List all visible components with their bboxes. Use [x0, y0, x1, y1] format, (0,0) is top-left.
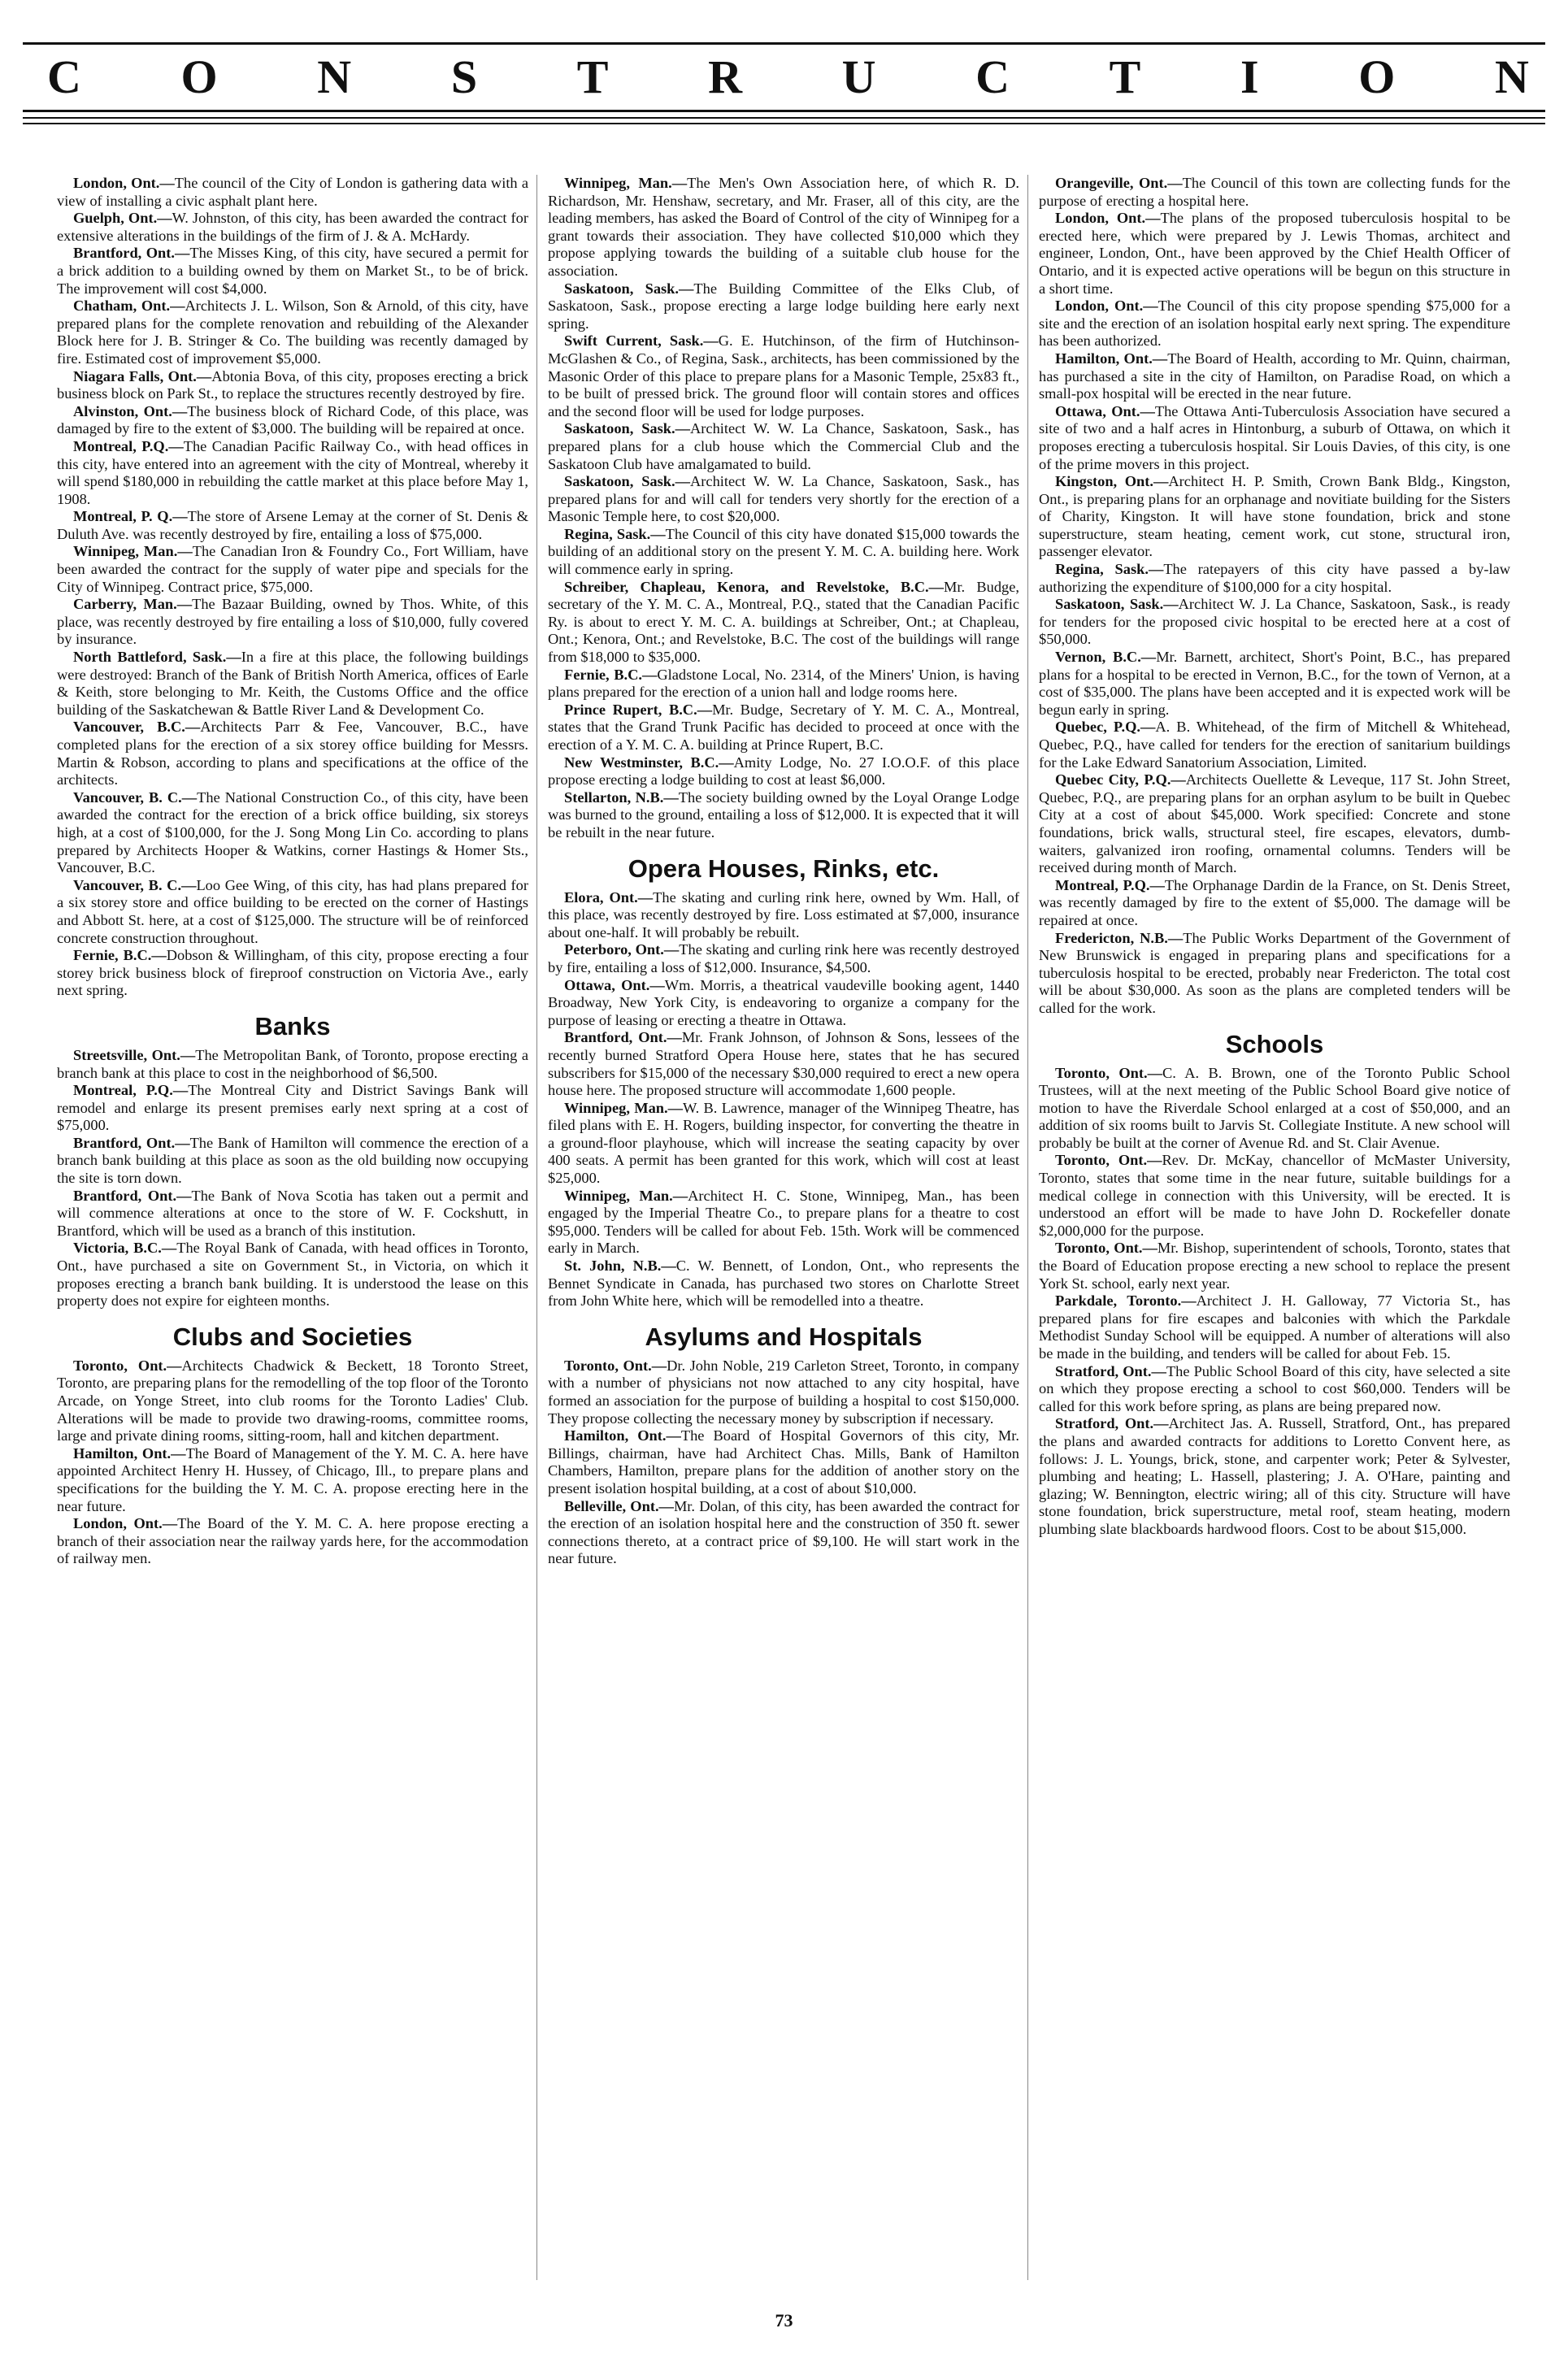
- news-item-text: The Public Works Department of the Government of New Brunswick is engaged in preparing plans and specifications for a tuberculosis hospital to be erected, probably near Fredericton. The total cost will be about $30,000. As soon as the plans are completed tenders will be called for the work.: [1039, 929, 1511, 1016]
- dash-separator: —: [177, 543, 193, 560]
- news-item-text: Rev. Dr. McKay, chancellor of McMaster University, Toronto, states that some time in the near future, suitable buildings for a medical college in connection with this University, will be erected. It is understood an effort will be made to have John D. Rockefeller donate $2,000,000 for the purpose.: [1039, 1152, 1511, 1239]
- news-item: [548, 789, 1019, 842]
- news-item-text: The skating and curling rink here, owned by Wm. Hall, of this place, was recently destroyed by fire. Loss estimated at $7,000, insurance about one-half. It will probably be rebuilt.: [548, 888, 1019, 940]
- news-item-text: The Bazaar Building, owned by Thos. White, of this place, was recently destroyed by fire entailing a loss of $10,000, fully covered by insurance.: [57, 596, 529, 648]
- news-item-place: Parkdale, Toronto.: [1055, 1292, 1182, 1310]
- news-item-text: C. W. Bennett, of London, Ont., who represents the Bennet Syndicate in Canada, has purchased two stores on Charlotte Street from John White here, which will be remodelled into a theatre.: [548, 1258, 1019, 1310]
- news-item-text: Dr. John Noble, 219 Carleton Street, Toronto, in company with a number of physicians not now attached to any city hospital, have formed an association for the purpose of building a hospital to cost $150,000. They propose collecting the necessary money by subscription if necessary.: [548, 1357, 1020, 1427]
- dash-separator: —: [697, 701, 713, 718]
- news-item-place: Ottawa, Ont.: [1055, 402, 1140, 419]
- dash-separator: —: [181, 876, 197, 893]
- news-item-text: The ratepayers of this city have passed a by-law authorizing the expenditure of $100,000 for a city hospital.: [1039, 561, 1510, 595]
- dash-separator: —: [1140, 402, 1155, 419]
- dash-separator: —: [1140, 649, 1157, 666]
- news-item-place: Vancouver, B. C.: [73, 788, 182, 806]
- news-item-place: Fernie, B.C.: [73, 947, 152, 964]
- news-item-text: The Bank of Hamilton will commence the erection of a branch bank building at this place as soon as the old building now occupying the site is torn down.: [57, 1134, 528, 1187]
- news-item: [548, 526, 1019, 579]
- news-item-place: Vancouver, B. C.: [73, 876, 182, 893]
- news-item-place: Montreal, P.Q.: [73, 437, 169, 454]
- section-heading: Banks: [254, 1011, 331, 1040]
- news-item-place: Hamilton, Ont.: [73, 1444, 172, 1462]
- news-item: [548, 420, 1019, 473]
- news-item-text: The Public School Board of this city, have selected a site on which they propose erecting a school to cost $60,000. Tenders will be called for this work before spring, as plans are being prepared now.: [1039, 1362, 1510, 1414]
- dash-separator: —: [175, 1134, 190, 1151]
- section-heading: Opera Houses, Rinks, etc.: [628, 854, 940, 883]
- dash-separator: —: [226, 649, 241, 666]
- news-item: [1039, 1363, 1510, 1416]
- news-item-place: Orangeville, Ont.: [1055, 175, 1168, 191]
- dash-separator: —: [1142, 1240, 1158, 1257]
- news-item-text: The Montreal City and District Savings Bank will remodel and enlarge its present premises early next spring at a cost of $75,000.: [57, 1082, 528, 1134]
- news-item-text: The Orphanage Dardin de la France, on St. Denis Street, was recently damaged by fire to the extent of $5,000. The damage will be repaired at once.: [1039, 876, 1511, 928]
- news-item-text: The Board of the Y. M. C. A. here propose erecting a branch of their association near the railway yards here, for the accommodation of railway men.: [57, 1515, 529, 1567]
- section-heading: Clubs and Societies: [172, 1322, 413, 1351]
- news-item-place: Niagara Falls, Ont.: [73, 367, 197, 384]
- section-heading: Asylums and Hospitals: [645, 1322, 923, 1351]
- dash-separator: —: [167, 1357, 182, 1374]
- news-item: [57, 245, 528, 298]
- news-item-place: Winnipeg, Man.: [564, 1187, 673, 1204]
- news-item-text: In a fire at this place, the following buildings were destroyed: Branch of the Bank of British North America, offices of Earle & Keith, store belonging to Mr. Keith, the Customs Office and the office building of the Saskatchewan & Battle River Land & Development Co.: [57, 649, 528, 718]
- news-item: [57, 438, 528, 508]
- news-item-text: The Canadian Pacific Railway Co., with head offices in this city, have entered into an agreement with the city of Montreal, whereby it will spend $180,000 in rebuilding the cattle market at this place before May 1, 1908.: [57, 437, 528, 507]
- dash-separator: —: [157, 210, 172, 227]
- news-item-place: Guelph, Ont.: [73, 210, 158, 227]
- news-item-text: The Building Committee of the Elks Club, of Saskatoon, Sask., propose erecting a large lodge building here early next spring.: [548, 280, 1019, 332]
- news-item-place: Vernon, B.C.: [1055, 649, 1141, 666]
- dash-separator: —: [176, 1187, 192, 1204]
- dash-separator: —: [667, 1029, 682, 1046]
- news-item-text: The Canadian Iron & Foundry Co., Fort William, have been awarded the contract for the supply of water pipe and specials for the City of Winnipeg. Contract price, $75,000.: [57, 543, 528, 595]
- column-right: [1039, 175, 1510, 1539]
- news-item-place: Quebec City, P.Q.: [1055, 771, 1171, 788]
- dash-separator: —: [1147, 1064, 1162, 1081]
- news-item: [1039, 175, 1510, 210]
- news-item-place: Brantford, Ont.: [73, 1187, 177, 1204]
- news-item: [57, 1240, 528, 1310]
- news-item-place: Toronto, Ont.: [1055, 1064, 1148, 1081]
- news-item-text: The plans of the proposed tuberculosis hospital to be erected here, which were prepared by J. Lewis Thomas, architect and engineer, London, Ont., have been approved by the Chief Health Officer of Ontario, and it is expected active operations will be begun on this structure in a short time.: [1039, 210, 1511, 297]
- dash-separator: —: [703, 332, 719, 350]
- news-item: [57, 596, 528, 649]
- column-middle: [548, 175, 1019, 1568]
- dash-separator: —: [663, 788, 679, 806]
- news-item-text: The Bank of Nova Scotia has taken out a permit and will commence alterations at once to the store of W. F. Cockshutt, in Brantford, which will be used as a branch of this institution.: [57, 1187, 529, 1239]
- news-item-place: Hamilton, Ont.: [564, 1427, 667, 1444]
- dash-separator: —: [1148, 561, 1164, 578]
- news-item: [1039, 210, 1510, 298]
- news-item: [1039, 649, 1510, 719]
- news-item-place: Montreal, P.Q.: [1055, 876, 1150, 893]
- news-item-text: Gladstone Local, No. 2314, of the Miners' Union, is having plans prepared for the erection of a union hall and lodge rooms here.: [548, 666, 1019, 701]
- news-item: [548, 579, 1019, 667]
- news-item-text: Abtonia Bova, of this city, proposes erecting a brick business block on Park St., to replace the structures recently destroyed by fire.: [57, 367, 529, 402]
- dash-separator: —: [181, 788, 198, 806]
- dash-separator: —: [663, 941, 680, 958]
- news-item-text: The Ottawa Anti-Tuberculosis Association have secured a site of two and a half acres in Hintonburg, a suburb of Ottawa, on which it proposes erecting a tuberculosis hospital. Sir Louis Davies, of this city, is one of the prime movers in this project.: [1039, 402, 1510, 472]
- news-item-place: Toronto, Ont.: [564, 1357, 652, 1374]
- masthead-letter: R: [708, 50, 744, 103]
- news-item: [548, 280, 1019, 333]
- dash-separator: —: [1151, 1362, 1166, 1379]
- dash-separator: —: [679, 280, 694, 297]
- news-item: [548, 977, 1019, 1030]
- dash-separator: —: [651, 1357, 667, 1374]
- dash-separator: —: [1163, 596, 1179, 613]
- column-divider: [536, 175, 537, 2280]
- section-heading: Schools: [1225, 1029, 1324, 1058]
- news-item-place: Toronto, Ont.: [1055, 1152, 1148, 1169]
- news-item: [57, 508, 528, 543]
- news-item-place: St. John, N.B.: [564, 1258, 662, 1275]
- news-item-place: Brantford, Ont.: [73, 1134, 176, 1151]
- news-item: [1039, 403, 1510, 473]
- news-item: [1039, 1292, 1510, 1362]
- news-item-place: New Westminster, B.C.: [564, 754, 719, 771]
- news-item: [57, 789, 528, 877]
- news-item-text: The Council of this city propose spending $75,000 for a site and the erection of an isolation hospital early next spring. The expenditure has been authorized.: [1039, 298, 1511, 350]
- news-item: [57, 947, 528, 1000]
- news-item-place: Hamilton, Ont.: [1055, 350, 1153, 367]
- news-item: [1039, 350, 1510, 403]
- page-number: 73: [775, 2310, 793, 2330]
- news-item: [1039, 561, 1510, 596]
- news-item: [548, 941, 1019, 976]
- news-item-text: Loo Gee Wing, of this city, has had plans prepared for a six storey store and office building to be erected on the corner of Hastings and Abbott St. here, at a cost of $125,000. The structure will be of reinforced concrete construction throughout.: [57, 876, 529, 946]
- news-item-text: The Royal Bank of Canada, with head offices in Toronto, Ont., have purchased a site on Government St., in Victoria, on which it proposes erecting a branch bank building. It is understood the lease on this property does not expire for eighteen months.: [57, 1240, 528, 1310]
- news-item: [57, 1082, 528, 1135]
- news-item-place: Ottawa, Ont.: [564, 976, 650, 993]
- news-item: [548, 702, 1019, 754]
- news-item-place: Winnipeg, Man.: [564, 175, 672, 191]
- masthead-letter: T: [576, 50, 610, 103]
- news-item-text: Architect W. W. La Chance, Saskatoon, Sask., has prepared plans for a club house which the Commercial Club and the Saskatoon Club have amalgamated to build.: [548, 420, 1019, 472]
- column-divider: [1027, 175, 1028, 2280]
- news-item-text: Mr. Dolan, of this city, has been awarded the contract for the erection of an isolation hospital here and the construction of 350 ft. sewer connections thereto, at a contract price of $9,100. He will start work in the near future.: [548, 1497, 1019, 1567]
- news-item-place: Carberry, Man.: [73, 596, 177, 613]
- news-item: [57, 543, 528, 596]
- news-item-place: Streetsville, Ont.: [73, 1046, 180, 1063]
- news-item: [1039, 1240, 1510, 1292]
- news-item: [548, 473, 1019, 526]
- news-item-text: Amity Lodge, No. 27 I.O.O.F. of this place propose erecting a lodge building to cost at least $6,000.: [548, 754, 1019, 788]
- news-item-text: The Board of Health, according to Mr. Quinn, chairman, has purchased a site in the city of Hamilton, on Paradise Road, on which a small-pox hospital will be erected in the near future.: [1039, 350, 1510, 402]
- news-item-place: London, Ont.: [73, 175, 160, 191]
- news-item-place: Peterboro, Ont.: [564, 941, 664, 958]
- news-item-text: Architect H. C. Stone, Winnipeg, Man., has been engaged by the Imperial Theatre Co., to prepare plans for a theatre to cost $95,000. Tenders will be called for about Feb. 15th. Work will be commenced early in March.: [548, 1187, 1019, 1257]
- news-item: [548, 1188, 1019, 1258]
- dash-separator: —: [1147, 1152, 1162, 1169]
- news-item-text: The Metropolitan Bank, of Toronto, propose erecting a branch bank at this place to cost in the neighborhood of $6,500.: [57, 1046, 528, 1081]
- dash-separator: —: [661, 1258, 676, 1275]
- masthead: [23, 42, 1545, 112]
- news-item-place: London, Ont.: [1055, 210, 1146, 227]
- news-item-place: Fredericton, N.B.: [1055, 929, 1168, 946]
- news-item-place: Winnipeg, Man.: [564, 1099, 668, 1116]
- dash-separator: —: [196, 367, 212, 384]
- news-item-place: Saskatoon, Sask.: [564, 473, 675, 490]
- news-item-place: North Battleford, Sask.: [73, 649, 227, 666]
- dash-separator: —: [1149, 876, 1165, 893]
- news-item-text: The store of Arsene Lemay at the corner of St. Denis & Duluth Ave. was recently destroyed by fire, entailing a loss of $75,000.: [57, 508, 528, 542]
- masthead-title: [23, 45, 1545, 105]
- news-item-place: Vancouver, B.C.: [73, 719, 185, 736]
- news-item-place: Brantford, Ont.: [73, 245, 175, 262]
- dash-separator: —: [666, 1427, 681, 1444]
- news-item-place: Elora, Ont.: [564, 888, 638, 906]
- news-item-text: Mr. Barnett, architect, Short's Point, B.C., has prepared plans for a hospital to be erected in Vernon, B.C., for the town of Vernon, at a cost of $35,000. The plans have been accepted and it is expected work will be begun early in spring.: [1039, 649, 1510, 718]
- news-item: [1039, 1415, 1510, 1538]
- news-item: [57, 175, 528, 210]
- news-item-text: Architects Parr & Fee, Vancouver, B.C., have completed plans for the erection of a six storey office building for Messrs. Martin & Robson, according to plans and specifications at the office of the architects.: [57, 719, 529, 788]
- news-item: [1039, 298, 1510, 350]
- dash-separator: —: [168, 437, 184, 454]
- dash-separator: —: [1152, 350, 1168, 367]
- news-item: [548, 1258, 1019, 1310]
- news-item: [57, 1445, 528, 1515]
- news-item-text: The National Construction Co., of this city, have been awarded the contract for the erection of a brick office building, six storeys high, at a cost of $100,000, for the J. Song Mong Lin Co. according to plans prepared by Architects Hooper & Watkins, corner Hastings & Homer Sts., Vancouver, B.C.: [57, 788, 528, 876]
- news-item-place: Victoria, B.C.: [73, 1240, 162, 1257]
- news-item-place: Stratford, Ont.: [1055, 1362, 1152, 1379]
- news-item-place: Saskatoon, Sask.: [1055, 596, 1164, 613]
- news-item: [57, 1357, 528, 1445]
- news-item-place: Regina, Sask.: [564, 525, 651, 542]
- news-item: [548, 667, 1019, 702]
- news-item: [548, 1427, 1019, 1497]
- news-item: [1039, 771, 1510, 877]
- news-item-text: Architect J. H. Galloway, 77 Victoria St., has prepared plans for fire escapes and balconies with which the Parkdale Methodist Sunday School will be equipped. A number of alterations will also be made in the building, and tenders will be called for about Feb. 15.: [1039, 1292, 1510, 1362]
- dash-separator: —: [650, 525, 666, 542]
- dash-separator: —: [667, 1099, 683, 1116]
- dash-separator: —: [172, 1082, 189, 1099]
- masthead-letter: N: [317, 50, 354, 103]
- news-item-place: Montreal, P.Q.: [73, 1082, 173, 1099]
- news-item-text: Architects J. L. Wilson, Son & Arnold, of this city, have prepared plans for the complete renovation and rebuilding of the Alexander Block here for J. B. Stringer & Co. The building was recently damaged by fire. Estimated cost of improvement $5,000.: [57, 298, 528, 367]
- news-item-place: Toronto, Ont.: [73, 1357, 167, 1374]
- news-item-place: Regina, Sask.: [1055, 561, 1149, 578]
- dash-separator: —: [1143, 298, 1158, 315]
- news-item: [57, 1135, 528, 1188]
- news-item: [57, 1047, 528, 1082]
- news-item-text: Dobson & Willingham, of this city, propose erecting a four storey brick business block of fireproof construction on Victoria Ave., early next spring.: [57, 947, 529, 999]
- masthead-letter: U: [841, 50, 878, 103]
- news-item-text: Architect W. W. La Chance, Saskatoon, Sask., has prepared plans for and will call for tenders very shortly for the erection of a Masonic Temple here, to cost $20,000.: [548, 473, 1019, 525]
- masthead-letter: N: [1494, 50, 1531, 103]
- news-item: [548, 1357, 1019, 1427]
- news-item-text: Wm. Morris, a theatrical vaudeville booking agent, 1440 Broadway, New York City, is endeavoring to organize a company for the purpose of leasing or erecting a theatre in Ottawa.: [548, 976, 1019, 1028]
- news-item-place: Stellarton, N.B.: [564, 788, 664, 806]
- dash-separator: —: [171, 1444, 186, 1462]
- news-item-place: Chatham, Ont.: [73, 298, 171, 315]
- news-item: [548, 1029, 1019, 1099]
- dash-separator: —: [1140, 719, 1156, 736]
- masthead-letter: C: [975, 50, 1012, 103]
- news-item-place: Montreal, P. Q.: [73, 508, 173, 525]
- news-item: [57, 1188, 528, 1240]
- news-item: [57, 877, 528, 947]
- dash-separator: —: [671, 175, 688, 191]
- news-item-text: W. B. Lawrence, manager of the Winnipeg Theatre, has filed plans with E. H. Rogers, building inspector, for converting the theatre in a ground-floor playhouse, which will increase the seating capacity by over 400 seats. A permit has been granted for this work, which will cost at least $25,000.: [548, 1099, 1019, 1187]
- news-item-place: Quebec, P.Q.: [1055, 719, 1140, 736]
- dash-separator: —: [180, 1046, 196, 1063]
- news-item-text: Architect H. P. Smith, Crown Bank Bldg., Kingston, Ont., is preparing plans for an orphanage and novitiate building for the Sisters of Charity, Kingston. It will have stone foundation, brick and stone superstructure, steam heating, cement work, cut stone, structural iron, passenger elevator.: [1039, 473, 1510, 560]
- masthead-letter: S: [450, 50, 480, 103]
- dash-separator: —: [658, 1497, 674, 1514]
- dash-separator: —: [1153, 473, 1169, 490]
- news-item-place: Brantford, Ont.: [564, 1029, 667, 1046]
- dash-separator: —: [1181, 1292, 1197, 1310]
- dash-separator: —: [174, 245, 190, 262]
- news-item-place: Belleville, Ont.: [564, 1497, 659, 1514]
- news-item: [57, 1515, 528, 1568]
- news-item: [548, 889, 1019, 942]
- news-item-place: Kingston, Ont.: [1055, 473, 1153, 490]
- news-item-text: Mr. Budge, Secretary of Y. M. C. A., Montreal, states that the Grand Trunk Pacific has decided to proceed at once with the erection of a Y. M. C. A. building at Prince Rupert, B.C.: [548, 701, 1019, 753]
- news-item: [548, 332, 1019, 420]
- dash-separator: —: [176, 596, 193, 613]
- news-item: [57, 368, 528, 403]
- news-item: [1039, 877, 1510, 930]
- dash-separator: —: [928, 578, 944, 595]
- news-item: [548, 175, 1019, 280]
- masthead-letter: C: [47, 50, 83, 103]
- news-item-place: Saskatoon, Sask.: [564, 420, 675, 437]
- news-item: [548, 1498, 1019, 1568]
- dash-separator: —: [675, 473, 690, 490]
- news-item: [548, 754, 1019, 789]
- news-item-place: London, Ont.: [73, 1515, 163, 1532]
- news-item: [57, 719, 528, 788]
- news-item-text: Architect Jas. A. Russell, Stratford, Ont., has prepared the plans and awarded contracts for additions to Loretto Convent here, as follows: J. L. Youngs, brick, stone, and carpenter work; Peter & Sylvester, plumbing and heating; L. Hassell, plastering; J. A. O'Hare, painting and glazing; W. Bennington, electric wiring; all of this city. Structure will have stone foundation, brick superstructure, metal roof, steam heating, modern plumbing slate blackboards hardwood floors. Cost to be about $15,000.: [1039, 1415, 1510, 1537]
- news-item: [1039, 1152, 1510, 1240]
- news-item-text: Mr. Bishop, superintendent of schools, Toronto, states that the Board of Education propose erecting a new school to replace the present York St. school, early next year.: [1039, 1240, 1511, 1292]
- news-item-place: Schreiber, Chapleau, Kenora, and Revelstoke, B.C.: [564, 578, 929, 595]
- masthead-rule: [23, 117, 1545, 124]
- dash-separator: —: [170, 298, 185, 315]
- dash-separator: —: [159, 175, 175, 191]
- news-item-place: London, Ont.: [1055, 298, 1144, 315]
- news-item-place: Prince Rupert, B.C.: [564, 701, 697, 718]
- news-item-text: The council of the City of London is gathering data with a view of installing a civic asphalt plant here.: [57, 175, 528, 209]
- news-item-place: Saskatoon, Sask.: [564, 280, 679, 297]
- news-item-text: The Board of Management of the Y. M. C. A. here have appointed Architect Henry H. Hussey, of Chicago, Ill., to prepare plans and specifications for the building the Y. M. C. A. propose erecting here in the near future.: [57, 1444, 528, 1514]
- news-item-text: Architects Ouellette & Leveque, 117 St. John Street, Quebec, P.Q., are preparing plans for an orphan asylum to be built in Quebec City at a cost of about $45,000. Work specified: Concrete and stone foundations, brick walls, structural steel, fire escapes, elevators, dumb-waiters, galvanized iron roofing, ornamental columns. Tenders will be received during month of March.: [1039, 771, 1510, 876]
- news-item: [57, 649, 528, 719]
- news-item-text: The business block of Richard Code, of this place, was damaged by fire to the extent of $3,000. The building will be repaired at once.: [57, 402, 529, 437]
- news-item: [1039, 1065, 1510, 1153]
- masthead-letter: T: [1109, 50, 1143, 103]
- news-item-text: Mr. Budge, secretary of the Y. M. C. A., Montreal, P.Q., stated that the Canadian Pacific Ry. is about to erect Y. M. C. A. buildings at Schreiber, Ont.; at Chapleau, Ont.; Kenora, Ont.; and Revelstoke, B.C. The cost of the buildings will range from $18,000 to $35,000.: [548, 578, 1019, 666]
- news-item-text: C. A. B. Brown, one of the Toronto Public School Trustees, will at the next meeting of the Public School Board give notice of motion to have the Riverdale School enlarged at a cost of $50,000, and an addition of six rooms built to Jarvis St. Collegiate Institute. A new school will probably be built at the corner of Avenue Rd. and St. Clair Avenue.: [1039, 1064, 1510, 1151]
- news-item-place: Stratford, Ont.: [1055, 1415, 1154, 1432]
- dash-separator: —: [185, 719, 201, 736]
- news-item-text: The Council of this city have donated $15,000 towards the building of an additional story on the present Y. M. C. A. building here. Work will commence early in spring.: [548, 525, 1019, 578]
- news-item: [548, 1100, 1019, 1188]
- news-item-text: The skating and curling rink here was recently destroyed by fire, entailing a loss of $12,000. Insurance, $4,500.: [548, 941, 1019, 975]
- masthead-letter: I: [1240, 50, 1261, 103]
- dash-separator: —: [1153, 1415, 1169, 1432]
- news-item-text: Architects Chadwick & Beckett, 18 Toronto Street, Toronto, are preparing plans for the remodelling of the top floor of the Toronto Arcade, on Yonge Street, into club rooms for the Toronto Ladies' Club. Alterations will be made to provide two drawing-rooms, committee rooms, large and private dining rooms, sitting-room, hall and kitchen department.: [57, 1357, 528, 1444]
- news-item-text: The Council of this town are collecting funds for the purpose of erecting a hospital here.: [1039, 175, 1510, 209]
- news-item: [57, 403, 528, 438]
- dash-separator: —: [172, 402, 188, 419]
- dash-separator: —: [719, 754, 734, 771]
- dash-separator: —: [649, 976, 665, 993]
- news-item: [57, 298, 528, 367]
- news-item-text: Mr. Frank Johnson, of Johnson & Sons, lessees of the recently burned Stratford Opera House here, states that he has secured subscribers for $15,000 of the necessary $30,000 required to erect a new opera house here. The proposed structure will accommodate 1,600 people.: [548, 1029, 1020, 1099]
- news-item-text: The Men's Own Association here, of which R. D. Richardson, Mr. Henshaw, secretary, and Mr. Fraser, all of this city, are the leading members, has asked the Board of Control of the city of Winnipeg for a grant towards their association. They have collected $10,000 which they propose applying towards the building of a suitable club house for the association.: [548, 175, 1019, 279]
- column-left: [57, 175, 528, 1568]
- dash-separator: —: [161, 1240, 177, 1257]
- news-item-place: Toronto, Ont.: [1055, 1240, 1143, 1257]
- news-item-text: W. Johnston, of this city, has been awarded the contract for extensive alterations in the buildings of the firm of J. & A. McHardy.: [57, 210, 528, 244]
- dash-separator: —: [1171, 771, 1186, 788]
- news-item: [1039, 930, 1510, 1018]
- dash-separator: —: [1167, 175, 1183, 191]
- news-item-text: A. B. Whitehead, of the firm of Mitchell & Whitehead, Quebec, P.Q., have called for tenders for the erection of sanitarium buildings for the Lake Edward Sanatorium Association, Limited.: [1039, 719, 1510, 771]
- dash-separator: —: [637, 888, 654, 906]
- news-item: [57, 210, 528, 245]
- news-item: [1039, 596, 1510, 649]
- news-item-text: G. E. Hutchinson, of the firm of Hutchinson-McGlashen & Co., of Regina, Sask., architects, has been commissioned by the Masonic Order of this place to prepare plans for a Masonic Temple, 25x83 ft., to be built of pressed brick. The ground floor will contain stores and offices and the second floor will be used for lodge purposes.: [548, 332, 1019, 419]
- masthead-letter: O: [180, 50, 219, 103]
- news-item-text: The Misses King, of this city, have secured a permit for a brick addition to a building owned by them on Market St., to be of brick. The improvement will cost $4,000.: [57, 245, 528, 297]
- dash-separator: —: [1167, 929, 1184, 946]
- dash-separator: —: [162, 1515, 178, 1532]
- dash-separator: —: [641, 666, 658, 683]
- news-item-place: Swift Current, Sask.: [564, 332, 704, 350]
- news-item: [1039, 473, 1510, 561]
- news-item-text: The society building owned by the Loyal Orange Lodge was burned to the ground, entailing a loss of $12,000. It is expected that it will be rebuilt in the near future.: [548, 788, 1019, 841]
- news-item: [1039, 719, 1510, 771]
- dash-separator: —: [172, 508, 188, 525]
- news-item-place: Fernie, B.C.: [564, 666, 642, 683]
- dash-separator: —: [1145, 210, 1161, 227]
- dash-separator: —: [672, 1187, 688, 1204]
- news-item-text: The Board of Hospital Governors of this city, Mr. Billings, chairman, have had Architect Chas. Mills, Bank of Hamilton Chambers, Hamilton, prepare plans for the addition of another story on the present isolation hospital building, at a cost of about $10,000.: [548, 1427, 1019, 1496]
- dash-separator: —: [151, 947, 167, 964]
- dash-separator: —: [675, 420, 690, 437]
- news-item-text: Architect W. J. La Chance, Saskatoon, Sask., is ready for tenders for the proposed civic hospital to be erected here at a cost of $50,000.: [1039, 596, 1510, 648]
- news-item-place: Winnipeg, Man.: [73, 543, 178, 560]
- masthead-letter: O: [1358, 50, 1397, 103]
- news-item-place: Alvinston, Ont.: [73, 402, 172, 419]
